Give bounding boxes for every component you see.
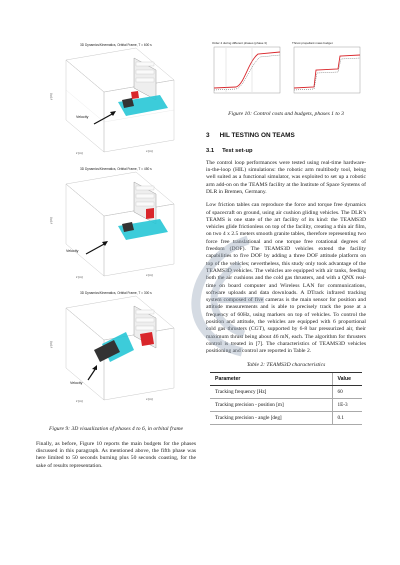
figure-10 [206,40,366,102]
cell-param: Tracking frequency [Hz] [210,386,332,399]
table-row [210,386,362,399]
cell-value: 0.1 [332,412,362,425]
axis-x-label: x [m] [146,397,153,401]
axis-z-label: z [m] [76,151,83,155]
plot-title: 3D Dynamics/Kinematics, Orbital Frame, T = 600 s [80,43,152,47]
axis-x-label: x [m] [146,273,153,277]
plot-3d-phase-6 [36,288,196,406]
figure-9-caption: Figure 9: 3D visualization of phases 4 to 6, in orbital frame [48,426,184,432]
axis-y-label: y [m] [49,93,53,100]
plot-3d-phase-5 [36,164,196,282]
table-row [210,412,362,425]
plot1-title: Order 4 during different phases (phase 3) [212,41,267,45]
plot2-title: Thrust propellant mass budget [292,41,333,45]
section-number: 3 [206,131,210,139]
plot-annotation-box [136,62,154,82]
axis-x-label: x [m] [146,149,153,153]
cell-param: Tracking precision - position [m] [210,399,332,412]
table-2 [210,372,362,425]
plot-annotation-box [136,310,154,330]
axis-y-label: y [m] [49,341,53,348]
left-column [36,40,196,470]
plot-title: 3D Dynamics/Kinematics, Orbital Frame, T = 300 s [80,291,152,295]
velocity-label: Velocity [66,249,79,253]
table-2-caption: Table 2: TEAMS3D characteristics [246,361,326,368]
header-parameter: Parameter [210,373,332,386]
cell-value: 1E-3 [332,399,362,412]
axis-z-label: z [m] [76,399,83,403]
table-row [210,399,362,412]
velocity-label: Velocity [70,381,83,385]
right-column [206,40,366,425]
figure-10-caption: Figure 10: Control costs and budgets, phases 1 to 3 [228,111,344,117]
axis-y-label: y [m] [49,217,53,224]
section-heading [206,132,366,139]
section-title: HIL TESTING ON TEAMS [219,131,295,139]
velocity-label: Velocity [76,115,89,119]
table-header-row [210,373,362,386]
cell-param: Tracking precision - angle [deg] [210,412,332,425]
header-value: Value [332,373,362,386]
plot-annotation-box [136,186,154,206]
figure-9 [36,40,196,422]
paragraph-1: The control loop performances were tested using real-time hardware-in-the-loop (HIL) simulations: the robotic arm multibody tool, being well suited as a functional simulator, was exploited to set up a robotic arm add-on on the TEAMS facility at the Institute of Space Systems of DLR in Bremen, Germany. [206,159,366,195]
cell-value: 60 [332,386,362,399]
plot-3d-phase-4 [36,40,196,158]
subsection-title: Test set-up [222,147,253,154]
subsection-number: 3.1 [206,147,215,154]
paragraph-2: Low friction tables can reproduce the force and torque free dynamics of spacecraft on ground, using air cushion gliding vehicles. The DLR’s TEAMS is one state of the art facility of its kind: the TEAMS3D vehicles glide frictionless on top of the facility, creating a thin air film, on two 4 x 2.5 meters smooth granite tables, therefore representing two force free translational and one torque free rotational degrees of freedom (DOF). The TEAMS3D vehicles extend the facility capabilities to five DOF by adding a three DOF attitude platform on top of the vehicles; nevertheless, this study only took advantage of the TEAMS3D vehicles. The vehicles are equipped with air tanks, feeding both the air cushions and the cold gas thrusters, and with a QNX real-time on board computer and Wireless LAN for communications, software uploads and data downloads. A DTrack infrared tracking system composed of five cameras is the main sensor for position and attitude measurements and is able to precisely track the pose at a frequency of 60Hz, using markers on top of vehicles. To control the position and attitude, the vehicles are equipped with 6 proportional cold gas thrusters (CGT), supported by 6-8 bar pressurized air, their maximum thrust being about 46 mN, each. The algorithm for thrusters control is treated in [7]. The characteristics of TEAMS3D vehicles positioning and control are reported in Table 2. [206,202,366,355]
plot-title: 3D Dynamics/Kinematics, Orbital Frame, T = 450 s [80,167,152,171]
left-paragraph: Finally, as before, Figure 10 reports the main budgets for the phases discussed in this paragraph. As mentioned above, the fifth phase was here limited to 50 seconds burning plus 50 seconds coasting, for the sake of results representation. [36,440,196,469]
cost-plot-1 [212,41,280,93]
cost-plot-2 [292,41,360,93]
subsection-heading [206,148,366,154]
axis-z-label: z [m] [76,275,83,279]
